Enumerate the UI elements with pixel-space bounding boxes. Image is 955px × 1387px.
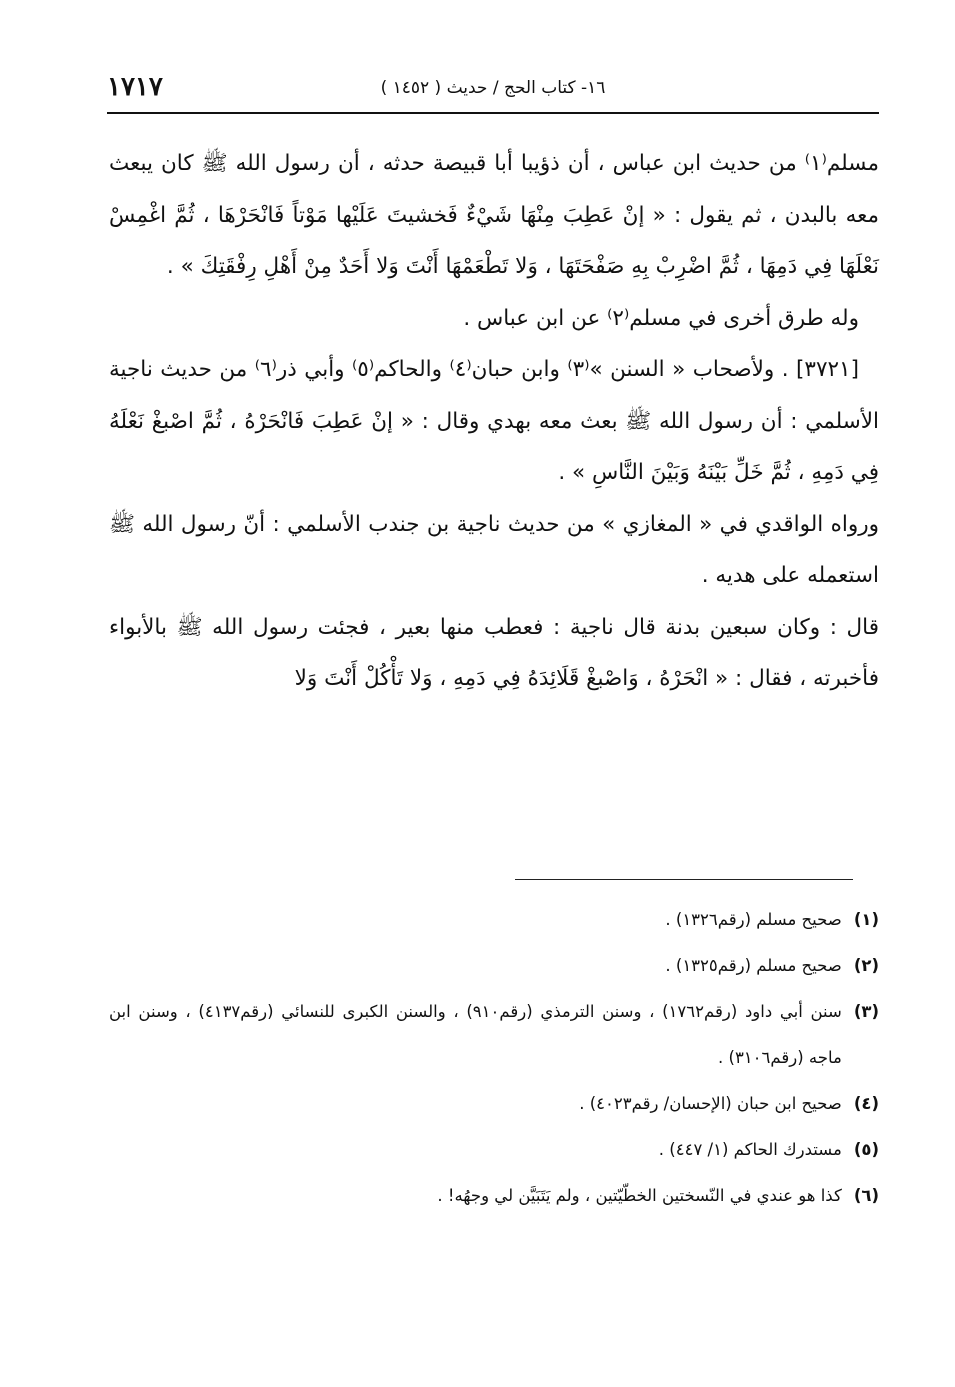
footnote-text: صحيح مسلم (رقم١٣٢٥) . bbox=[665, 956, 842, 975]
footnote-text: صحيح مسلم (رقم١٣٢٦) . bbox=[665, 910, 842, 929]
footnote-item bbox=[109, 989, 879, 1081]
footnote-text: كذا هو عندي في النّسختين الخطّيّتين ، ولم يَتَبَيَّن لي وجهُه! . bbox=[437, 1186, 842, 1205]
footnote-item bbox=[109, 897, 879, 943]
footnote-item bbox=[109, 943, 879, 989]
footnote-item bbox=[109, 1127, 879, 1173]
paragraph: مسلم⁽١⁾ من حديث ابن عباس ، أن ذؤيبا أبا قبيصة حدثه ، أن رسول الله ﷺ كان يبعث معه بالبدن ، ثم يقول : « إنْ عَطِبَ مِنْهَا شَيْءٌ فَخشيتَ عَلَيْها مَوْتاً فَانْحَرْهَا ، ثُمَّ اغْمِسْ نَعْلَهَا فِي دَمِهَا ، ثُمَّ اضْرِبْ بِهِ صَفْحَتَهَا ، وَلا تَطْعَمْهَا أَنْتَ وَلا أَحَدٌ مِنْ أَهْلِ رِفْقَتِكَ » . bbox=[109, 151, 879, 279]
footnote-marker: (٢) bbox=[853, 956, 879, 975]
footnote-marker: (٦) bbox=[853, 1186, 879, 1205]
footnote-text: مستدرك الحاكم (١/ ٤٤٧) . bbox=[658, 1140, 842, 1159]
running-title: ١٦- كتاب الحج / حديث ( ١٤٥٢ ) bbox=[380, 78, 606, 98]
footnote-item bbox=[109, 1081, 879, 1127]
page-header bbox=[107, 70, 879, 114]
page-number: ١٧١٧ bbox=[107, 72, 163, 102]
paragraph: ورواه الواقدي في « المغازي » من حديث ناجية بن جندب الأسلمي : أنّ رسول الله ﷺ استعمله على هديه . bbox=[109, 511, 879, 588]
header-divider bbox=[107, 112, 879, 114]
paragraph: قال : وكان سبعين بدنة قال ناجية : فعطب منها بعير ، فجئت رسول الله ﷺ بالأبواء فأخبرته ، فقال : « انْحَرْهُ ، وَاصْبغْ قَلَائِدَهُ فِي دَمِهِ ، وَلا تَأْكُلْ أَنْتَ وَلا bbox=[109, 614, 879, 691]
footnote-text: صحيح ابن حبان (الإحسان/ رقم٤٠٢٣) . bbox=[579, 1094, 842, 1113]
footnote-item bbox=[109, 1173, 879, 1219]
footnote-marker: (٤) bbox=[853, 1094, 879, 1113]
footnote-marker: (٣) bbox=[853, 1002, 879, 1021]
footnotes-list bbox=[109, 897, 879, 1219]
footnote-divider bbox=[515, 879, 853, 880]
main-text bbox=[109, 138, 879, 705]
footnote-marker: (٥) bbox=[853, 1140, 879, 1159]
paragraph: وله طرق أخرى في مسلم⁽٢⁾ عن ابن عباس . bbox=[463, 305, 859, 331]
footnote-marker: (١) bbox=[853, 910, 879, 929]
paragraph: [٣٧٢١] . ولأصحاب « السنن »⁽٣⁾ وابن حبان⁽٤⁾ والحاكم⁽٥⁾ وأبي ذر⁽٦⁾ من حديث ناجية الأسلمي : أن رسول الله ﷺ بعث معه بهدي وقال : « إنْ عَطِبَ فَانْحَرْهُ ، ثُمَّ اصْبغْ نَعْلَهُ فِي دَمِهِ ، ثُمَّ خَلِّ بَيْنَهُ وَبَيْنَ النَّاسِ » . bbox=[109, 357, 879, 485]
footnote-text: سنن أبي داود (رقم١٧٦٢) ، وسنن الترمذي (رقم٩١٠) ، والسنن الكبرى للنسائي (رقم٤١٣٧) ، وسنن ابن ماجه (رقم٣١٠٦) . bbox=[109, 1002, 842, 1067]
